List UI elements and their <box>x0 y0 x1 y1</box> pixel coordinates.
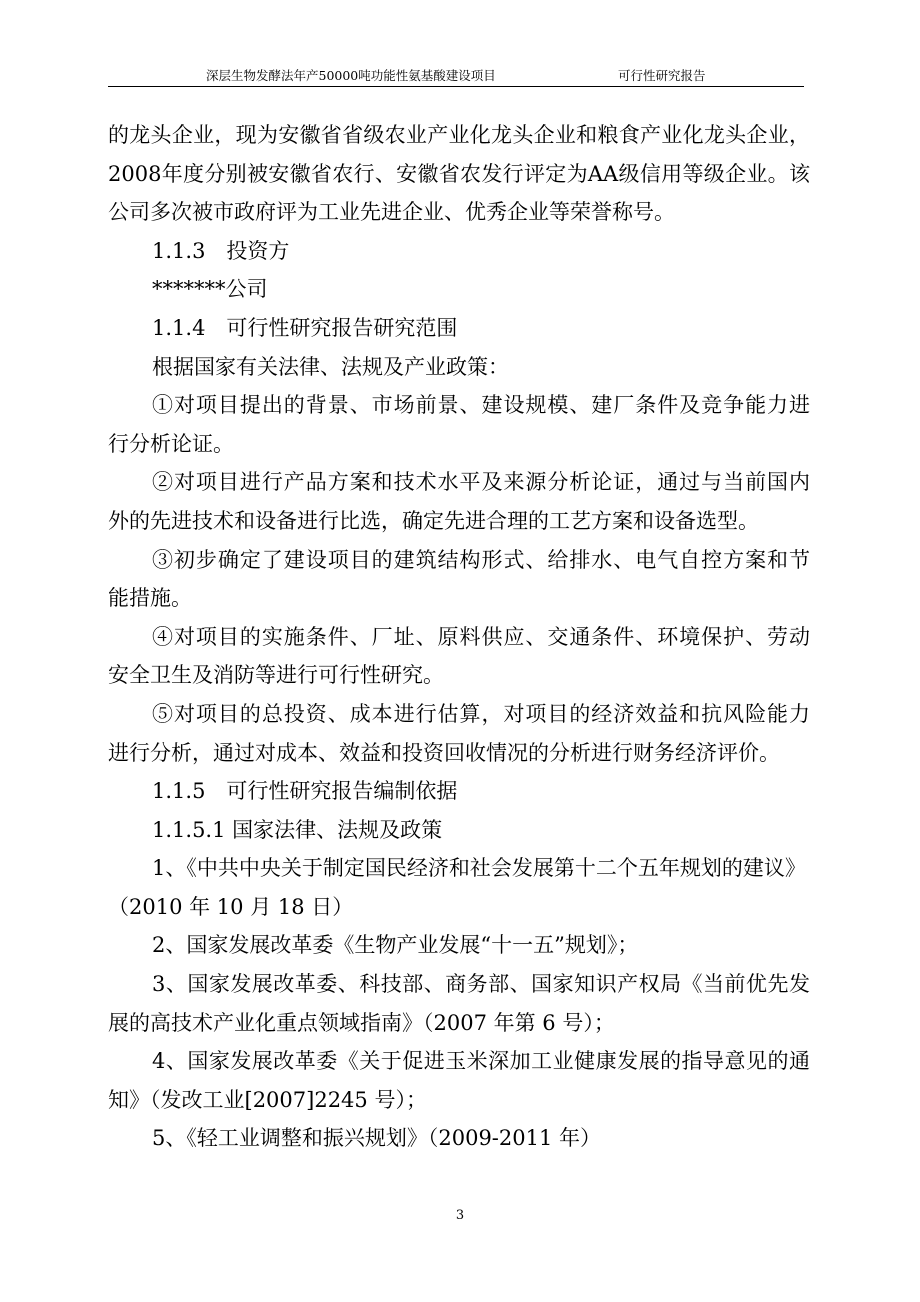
page-header <box>108 64 804 87</box>
text-line: 1.1.4 可行性研究报告研究范围 <box>152 315 458 340</box>
text-line: ④对项目的实施条件、厂址、原料供应、交通条件、环境保护、劳动 <box>152 624 810 649</box>
text-line: 1.1.5.1 国家法律、法规及政策 <box>152 817 443 842</box>
text-line: 1.1.3 投资方 <box>152 238 290 263</box>
page-number: 3 <box>455 1208 465 1223</box>
text-line: 进行分析，通过对成本、效益和投资回收情况的分析进行财务经济评价。 <box>108 740 780 765</box>
text-line: 公司多次被市政府评为工业先进企业、优秀企业等荣誉称号。 <box>108 200 675 225</box>
text-line: 1、《中共中央关于制定国民经济和社会发展第十二个五年规划的建议》 <box>152 856 806 881</box>
text-line: ①对项目提出的背景、市场前景、建设规模、建厂条件及竞争能力进 <box>152 393 810 418</box>
text-line: 行分析论证。 <box>108 431 234 456</box>
text-line: ③初步确定了建设项目的建筑结构形式、给排水、电气自控方案和节 <box>152 547 810 572</box>
text-line: （2010 年 10 月 18 日） <box>108 894 354 919</box>
text-line: 4、国家发展改革委《关于促进玉米深加工业健康发展的指导意见的通 <box>152 1049 810 1074</box>
text-line: ⑤对项目的总投资、成本进行估算，对项目的经济效益和抗风险能力 <box>152 701 810 726</box>
text-line: 展的高技术产业化重点领域指南》（2007 年第 6 号）； <box>108 1010 615 1035</box>
text-line: *******公司 <box>152 277 268 302</box>
header-doc-type: 可行性研究报告 <box>618 68 706 83</box>
text-line: 1.1.5 可行性研究报告编制依据 <box>152 779 458 804</box>
text-line: 安全卫生及消防等进行可行性研究。 <box>108 663 444 688</box>
body-text <box>108 116 810 1158</box>
header-project-title: 深层生物发酵法年产50000吨功能性氨基酸建设项目 <box>206 68 496 83</box>
text-line: 3、国家发展改革委、科技部、商务部、国家知识产权局《当前优先发 <box>152 972 810 997</box>
text-line: 2008年度分别被安徽省农行、安徽省农发行评定为AA级信用等级企业。该 <box>108 161 810 186</box>
text-line: 5、《轻工业调整和振兴规划》（2009-2011 年） <box>152 1126 602 1151</box>
text-line: 知》（发改工业[2007]2245 号）； <box>108 1087 427 1112</box>
text-line: 外的先进技术和设备进行比选，确定先进合理的工艺方案和设备选型。 <box>108 508 759 533</box>
text-line: 的龙头企业，现为安徽省省级农业产业化龙头企业和粮食产业化龙头企业， <box>108 123 810 147</box>
text-line: ②对项目进行产品方案和技术水平及来源分析论证，通过与当前国内 <box>152 470 810 495</box>
text-line: 根据国家有关法律、法规及产业政策： <box>152 354 509 379</box>
text-line: 能措施。 <box>108 586 192 611</box>
text-line: 2、国家发展改革委《生物产业发展“十一五”规划》； <box>152 933 639 958</box>
